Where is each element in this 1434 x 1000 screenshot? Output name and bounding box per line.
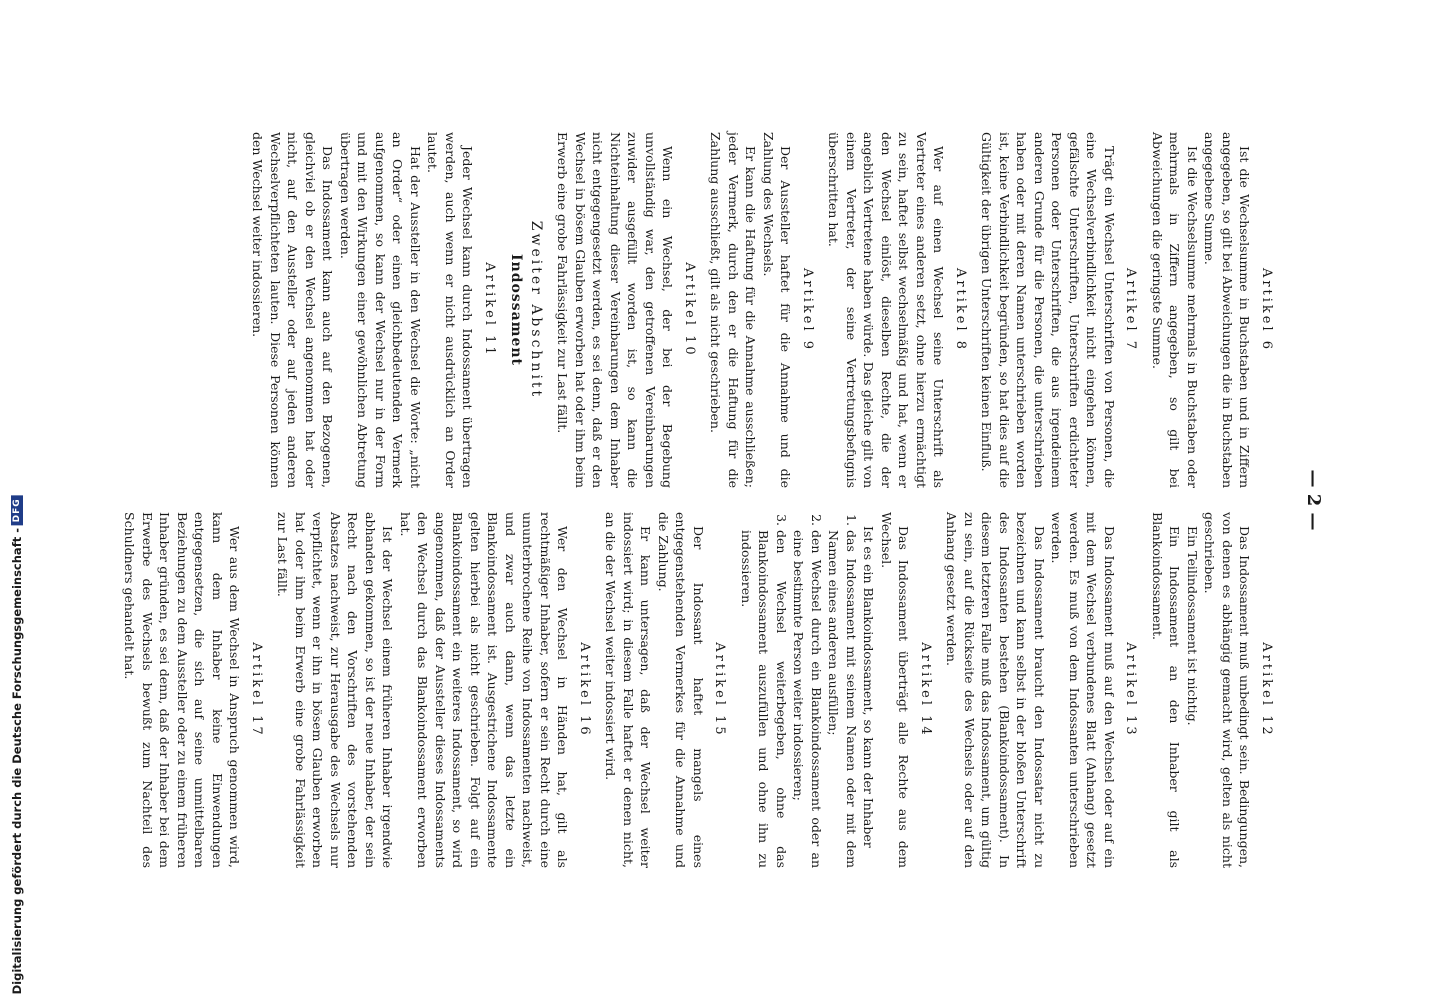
article-paragraph: Das Indossament kann auch auf den Bezogenen, gleichviel ob er den Wechsel angenommen hat oder nicht, auf den Aussteller oder auf jeden anderen Wechselverpflichteten lauten. Diese Personen können den Wechsel weiter indossieren.: [250, 132, 336, 488]
document-page: [122, 120, 1330, 880]
article-heading: Artikel 8: [953, 267, 968, 353]
digitization-note: [6, 0, 28, 1000]
article-paragraph: Trägt ein Wechsel Unterschriften von Personen, die eine Wechselverbindlichkeit nicht eingehen können, gefälschte Unterschriften, Unterschriften erdichteter Personen oder Unterschriften, die aus irgendeinem anderen Grunde für die Personen, die unterschrieben haben oder mit deren Namen unterschrieben worden ist, keine Verbindlichkeit begründen, so hat dies auf die Gültigkeit der übrigen Unterschriften keinen Einfluß.: [979, 132, 1117, 488]
article-paragraph: Ist die Wechselsumme mehrmals in Buchstaben oder mehrmals in Ziffern angegeben, so gilt bei Abweichungen die geringste Summe.: [1150, 132, 1200, 488]
column-left: [164, 132, 1284, 488]
article-paragraph: Ist es ein Blankoindossament, so kann der Inhaber: [861, 526, 877, 848]
numbered-list-item: 3. den Wechsel weiterbegeben, ohne das Blankoindossament auszufüllen und ohne ihn zu indossieren.: [738, 530, 791, 868]
dfg-logo: DFG: [11, 495, 23, 525]
article-paragraph: Ist die Wechselsumme in Buchstaben und in Ziffern angegeben, so gilt bei Abweichungen die in Buchstaben angegebene Summe.: [1202, 132, 1253, 488]
article-paragraph: Wenn ein Wechsel, der bei der Begebung unvollständig war, den getroffenen Vereinbarungen zuwider ausgefüllt worden ist, so kann die Nichteinhaltung dieser Vereinbarungen dem Inhaber nicht entgegengesetzt werden, es sei denn, daß er den Wechsel in bösem Glauben erworben hat oder ihm beim Erwerb eine grobe Fahrlässigkeit zur Last fällt.: [555, 132, 676, 488]
numbered-list-item: 2. den Wechsel durch ein Blankoindossament oder an eine bestimmte Person weiter indossieren;: [790, 530, 825, 868]
article-paragraph: Er kann untersagen, daß der Wechsel weiter indossiert wird; in diesem Falle haftet er denen nicht, an die der Wechsel weiter indossiert wird.: [603, 512, 654, 868]
column-right: [122, 512, 1284, 868]
article-paragraph: Hat der Aussteller in den Wechsel die Worte: „nicht an Order“ oder einen gleichbedeutenden Vermerk aufgenommen, so kann der Wechsel nur in der Form und mit den Wirkungen einer gewöhnlichen Abtretung übertragen werden.: [338, 132, 423, 488]
article-heading: Artikel 15: [712, 642, 728, 738]
rotated-page-content: [122, 120, 1330, 880]
article-heading: Artikel 13: [1123, 642, 1139, 738]
article-paragraph: Das Indossament überträgt alle Rechte aus dem Wechsel.: [879, 512, 912, 868]
article-heading: Artikel 14: [918, 642, 933, 738]
article-paragraph: Ein Teilindossament ist nichtig.: [1185, 526, 1200, 726]
numbered-list: [738, 512, 861, 868]
article-paragraph: Ist der Wechsel einem früheren Inhaber irgendwie abhanden gekommen, so ist der neue Inhaber, der sein Recht nach den Vorschriften des vorstehenden Absatzes nachweist, zur Herausgabe des Wechsels nur verpflichtet, wenn er ihn in bösem Glauben erworben hat oder ihm beim Erwerb eine grobe Fahrlässigkeit zur Last fällt.: [275, 512, 396, 868]
article-paragraph: Jeder Wechsel kann durch Indossament übertragen werden, auch wenn er nicht ausdrücklich an Order lautet.: [425, 132, 476, 488]
article-paragraph: Ein Indossament an den Inhaber gilt als Blankoindossament.: [1150, 512, 1183, 868]
article-paragraph: Er kann die Haftung für die Annahme ausschließen; jeder Vermerk, durch den er die Haftung für die Zahlung ausschließt, gilt als nicht geschrieben.: [708, 132, 759, 488]
article-paragraph: Wer auf einen Wechsel seine Unterschrift als Vertreter eines anderen setzt, ohne hierzu ermächtigt zu sein, haftet selbst wechselmäßig und hat, wenn er den Wechsel einlöst, dieselben Rechte, die der angeblich Vertretene haben würde. Das gleiche gilt von einem Vertreter, der seine Vertretungsbefugnis überschritten hat.: [826, 132, 947, 488]
article-heading: Artikel 6: [1259, 267, 1274, 353]
article-heading: Artikel 9: [800, 267, 815, 353]
article-heading: Artikel 11: [482, 262, 497, 358]
article-heading: Artikel 16: [577, 642, 592, 738]
article-paragraph: Das Indossament muß auf den Wechsel oder auf ein mit dem Wechsel verbundenes Blatt (Anhang) gesetzt werden. Es muß von dem Indossanten unterschrieben werden.: [1049, 512, 1117, 868]
article-paragraph: Wer aus dem Wechsel in Anspruch genommen wird, kann dem Inhaber keine Einwendungen entgegensetzen, die sich auf seine unmittelbaren Beziehungen zu dem Aussteller oder zu einem früheren Inhaber gründen, es sei denn, daß der Inhaber bei dem Erwerbe des Wechsels bewußt zum Nachteil des Schuldners gehandelt hat.: [122, 512, 243, 868]
article-paragraph: Der Indossant haftet mangels eines entgegenstehenden Vermerkes für die Annahme und die Zahlung.: [656, 512, 706, 868]
article-paragraph: Der Aussteller haftet für die Annahme und die Zahlung des Wechsels.: [761, 132, 794, 488]
article-paragraph: Das Indossament muß unbedingt sein. Bedingungen, von denen es abhängig gemacht wird, gelten als nicht geschrieben.: [1202, 512, 1253, 868]
article-paragraph: Das Indossament braucht den Indossatar nicht zu bezeichnen und kann selbst in der bloßen Unterschrift des Indossanten bestehen (Blankoindossament). In diesem letzteren Falle muß das Indossament, um gültig zu sein, auf die Rückseite des Wechsels oder auf den Anhang gesetzt werden.: [944, 512, 1047, 868]
digitization-note-text: Digitalisierung gefördert durch die Deutsche Forschungsgemeinschaft -: [10, 527, 24, 994]
text-columns: [122, 132, 1284, 868]
page-number: — 2 —: [1303, 469, 1324, 531]
article-heading: Artikel 12: [1259, 642, 1274, 738]
section-heading: Zweiter Abschnitt: [528, 220, 544, 400]
section-subheading: Indossament: [508, 253, 525, 367]
numbered-list-item: 1. das Indossament mit seinem Namen oder mit dem Namen eines anderen ausfüllen;: [825, 530, 860, 868]
article-paragraph: Wer den Wechsel in Händen hat, gilt als rechtmäßiger Inhaber, sofern er sein Recht durch eine ununterbrochene Reihe von Indossamenten nachweist, und zwar auch dann, wenn das letzte ein Blankoindossament ist. Ausgestrichene Indossamente gelten hierbei als nicht geschrieben. Folgt auf ein Blankoindossament ein weiteres Indossament, so wird angenommen, daß der Aussteller dieses Indossaments den Wechsel durch das Blankoindossament erworben hat.: [398, 512, 571, 868]
article-heading: Artikel 10: [682, 262, 697, 358]
article-heading: Artikel 7: [1123, 267, 1139, 353]
article-heading: Artikel 17: [249, 642, 264, 738]
